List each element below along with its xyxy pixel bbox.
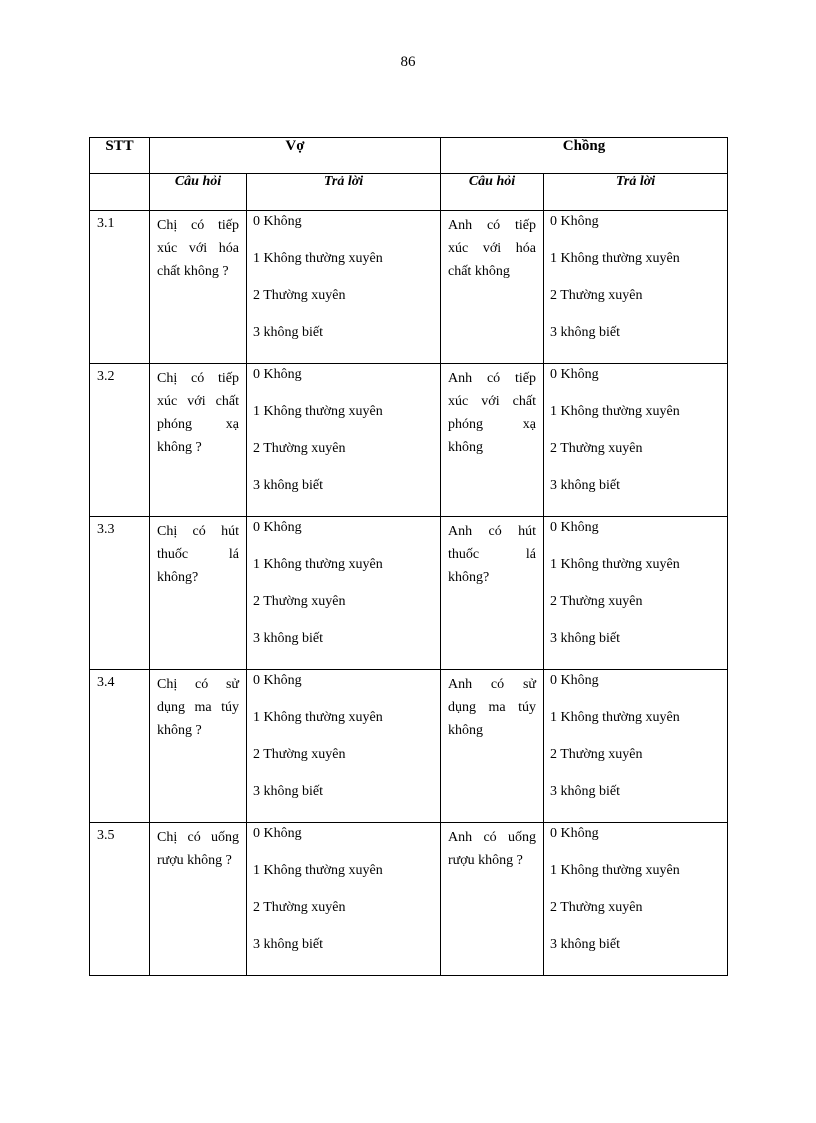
answer-option: 0 Không [253,520,302,535]
answer-option: 3 không biết [550,631,620,646]
answer-option: 3 không biết [550,478,620,493]
answer-option: 1 Không thường xuyên [550,710,680,725]
answer-option: 3 không biết [253,937,323,952]
vo-question-cell: Chị có tiếp xúc với hóa chất không ? [150,211,247,364]
answer-option: 0 Không [550,673,599,688]
answer-option: 0 Không [253,826,302,841]
answer-option: 2 Thường xuyên [550,594,643,609]
answer-option: 2 Thường xuyên [550,900,643,915]
answer-option: 3 không biết [550,937,620,952]
vo-question-cell: Chị có uống rượu không ? [150,823,247,976]
answer-option: 1 Không thường xuyên [253,557,383,572]
header-row [90,138,728,174]
vo-question-header: Câu hỏi [150,174,247,211]
table-row [90,823,728,976]
answer-option: 3 không biết [253,325,323,340]
answer-option: 0 Không [253,367,302,382]
answer-option: 1 Không thường xuyên [550,404,680,419]
stt-cell: 3.5 [90,823,150,976]
answer-option: 0 Không [253,673,302,688]
stt-cell: 3.4 [90,670,150,823]
vo-question-cell: Chị có tiếp xúc với chất phóng xạ không ? [150,364,247,517]
answer-option: 0 Không [550,367,599,382]
table-row [90,211,728,364]
vo-answer-cell [247,211,441,364]
chong-question-cell: Anh có tiếp xúc với chất phóng xạ không [441,364,544,517]
answer-option: 0 Không [550,826,599,841]
chong-question-cell: Anh có uống rượu không ? [441,823,544,976]
answer-option: 2 Thường xuyên [550,441,643,456]
answer-option: 2 Thường xuyên [253,441,346,456]
stt-cell: 3.1 [90,211,150,364]
vo-header: Vợ [150,138,441,174]
answer-option: 1 Không thường xuyên [253,710,383,725]
chong-question-cell: Anh có tiếp xúc với hóa chất không [441,211,544,364]
answer-option: 2 Thường xuyên [550,288,643,303]
stt-cell: 3.2 [90,364,150,517]
questionnaire-table [89,137,728,976]
answer-option: 1 Không thường xuyên [550,251,680,266]
chong-answer-cell [544,211,728,364]
vo-answer-cell [247,670,441,823]
answer-option: 0 Không [253,214,302,229]
page-number: 86 [400,54,416,70]
vo-answer-header: Trả lời [247,174,441,211]
subheader-row [90,174,728,211]
answer-option: 2 Thường xuyên [253,747,346,762]
answer-option: 3 không biết [253,784,323,799]
answer-option: 0 Không [550,214,599,229]
table-row [90,670,728,823]
answer-option: 1 Không thường xuyên [550,557,680,572]
chong-question-cell: Anh có hút thuốc lá không? [441,517,544,670]
answer-option: 3 không biết [253,631,323,646]
chong-answer-cell [544,517,728,670]
stt-header: STT [90,138,150,174]
stt-cell: 3.3 [90,517,150,670]
chong-header: Chồng [441,138,728,174]
answer-option: 1 Không thường xuyên [550,863,680,878]
answer-option: 1 Không thường xuyên [253,404,383,419]
vo-answer-cell [247,364,441,517]
answer-option: 2 Thường xuyên [550,747,643,762]
vo-question-cell: Chị có sử dụng ma túy không ? [150,670,247,823]
table-row [90,364,728,517]
vo-answer-cell [247,823,441,976]
answer-option: 3 không biết [550,325,620,340]
vo-question-cell: Chị có hút thuốc lá không? [150,517,247,670]
answer-option: 2 Thường xuyên [253,594,346,609]
answer-option: 0 Không [550,520,599,535]
answer-option: 3 không biết [253,478,323,493]
table-row [90,517,728,670]
chong-answer-cell [544,364,728,517]
vo-answer-cell [247,517,441,670]
chong-question-cell: Anh có sử dụng ma túy không [441,670,544,823]
stt-subheader-empty [90,174,150,211]
answer-option: 1 Không thường xuyên [253,863,383,878]
chong-answer-cell [544,670,728,823]
answer-option: 2 Thường xuyên [253,900,346,915]
answer-option: 3 không biết [550,784,620,799]
answer-option: 1 Không thường xuyên [253,251,383,266]
answer-option: 2 Thường xuyên [253,288,346,303]
chong-answer-header: Trả lời [544,174,728,211]
chong-question-header: Câu hỏi [441,174,544,211]
chong-answer-cell [544,823,728,976]
